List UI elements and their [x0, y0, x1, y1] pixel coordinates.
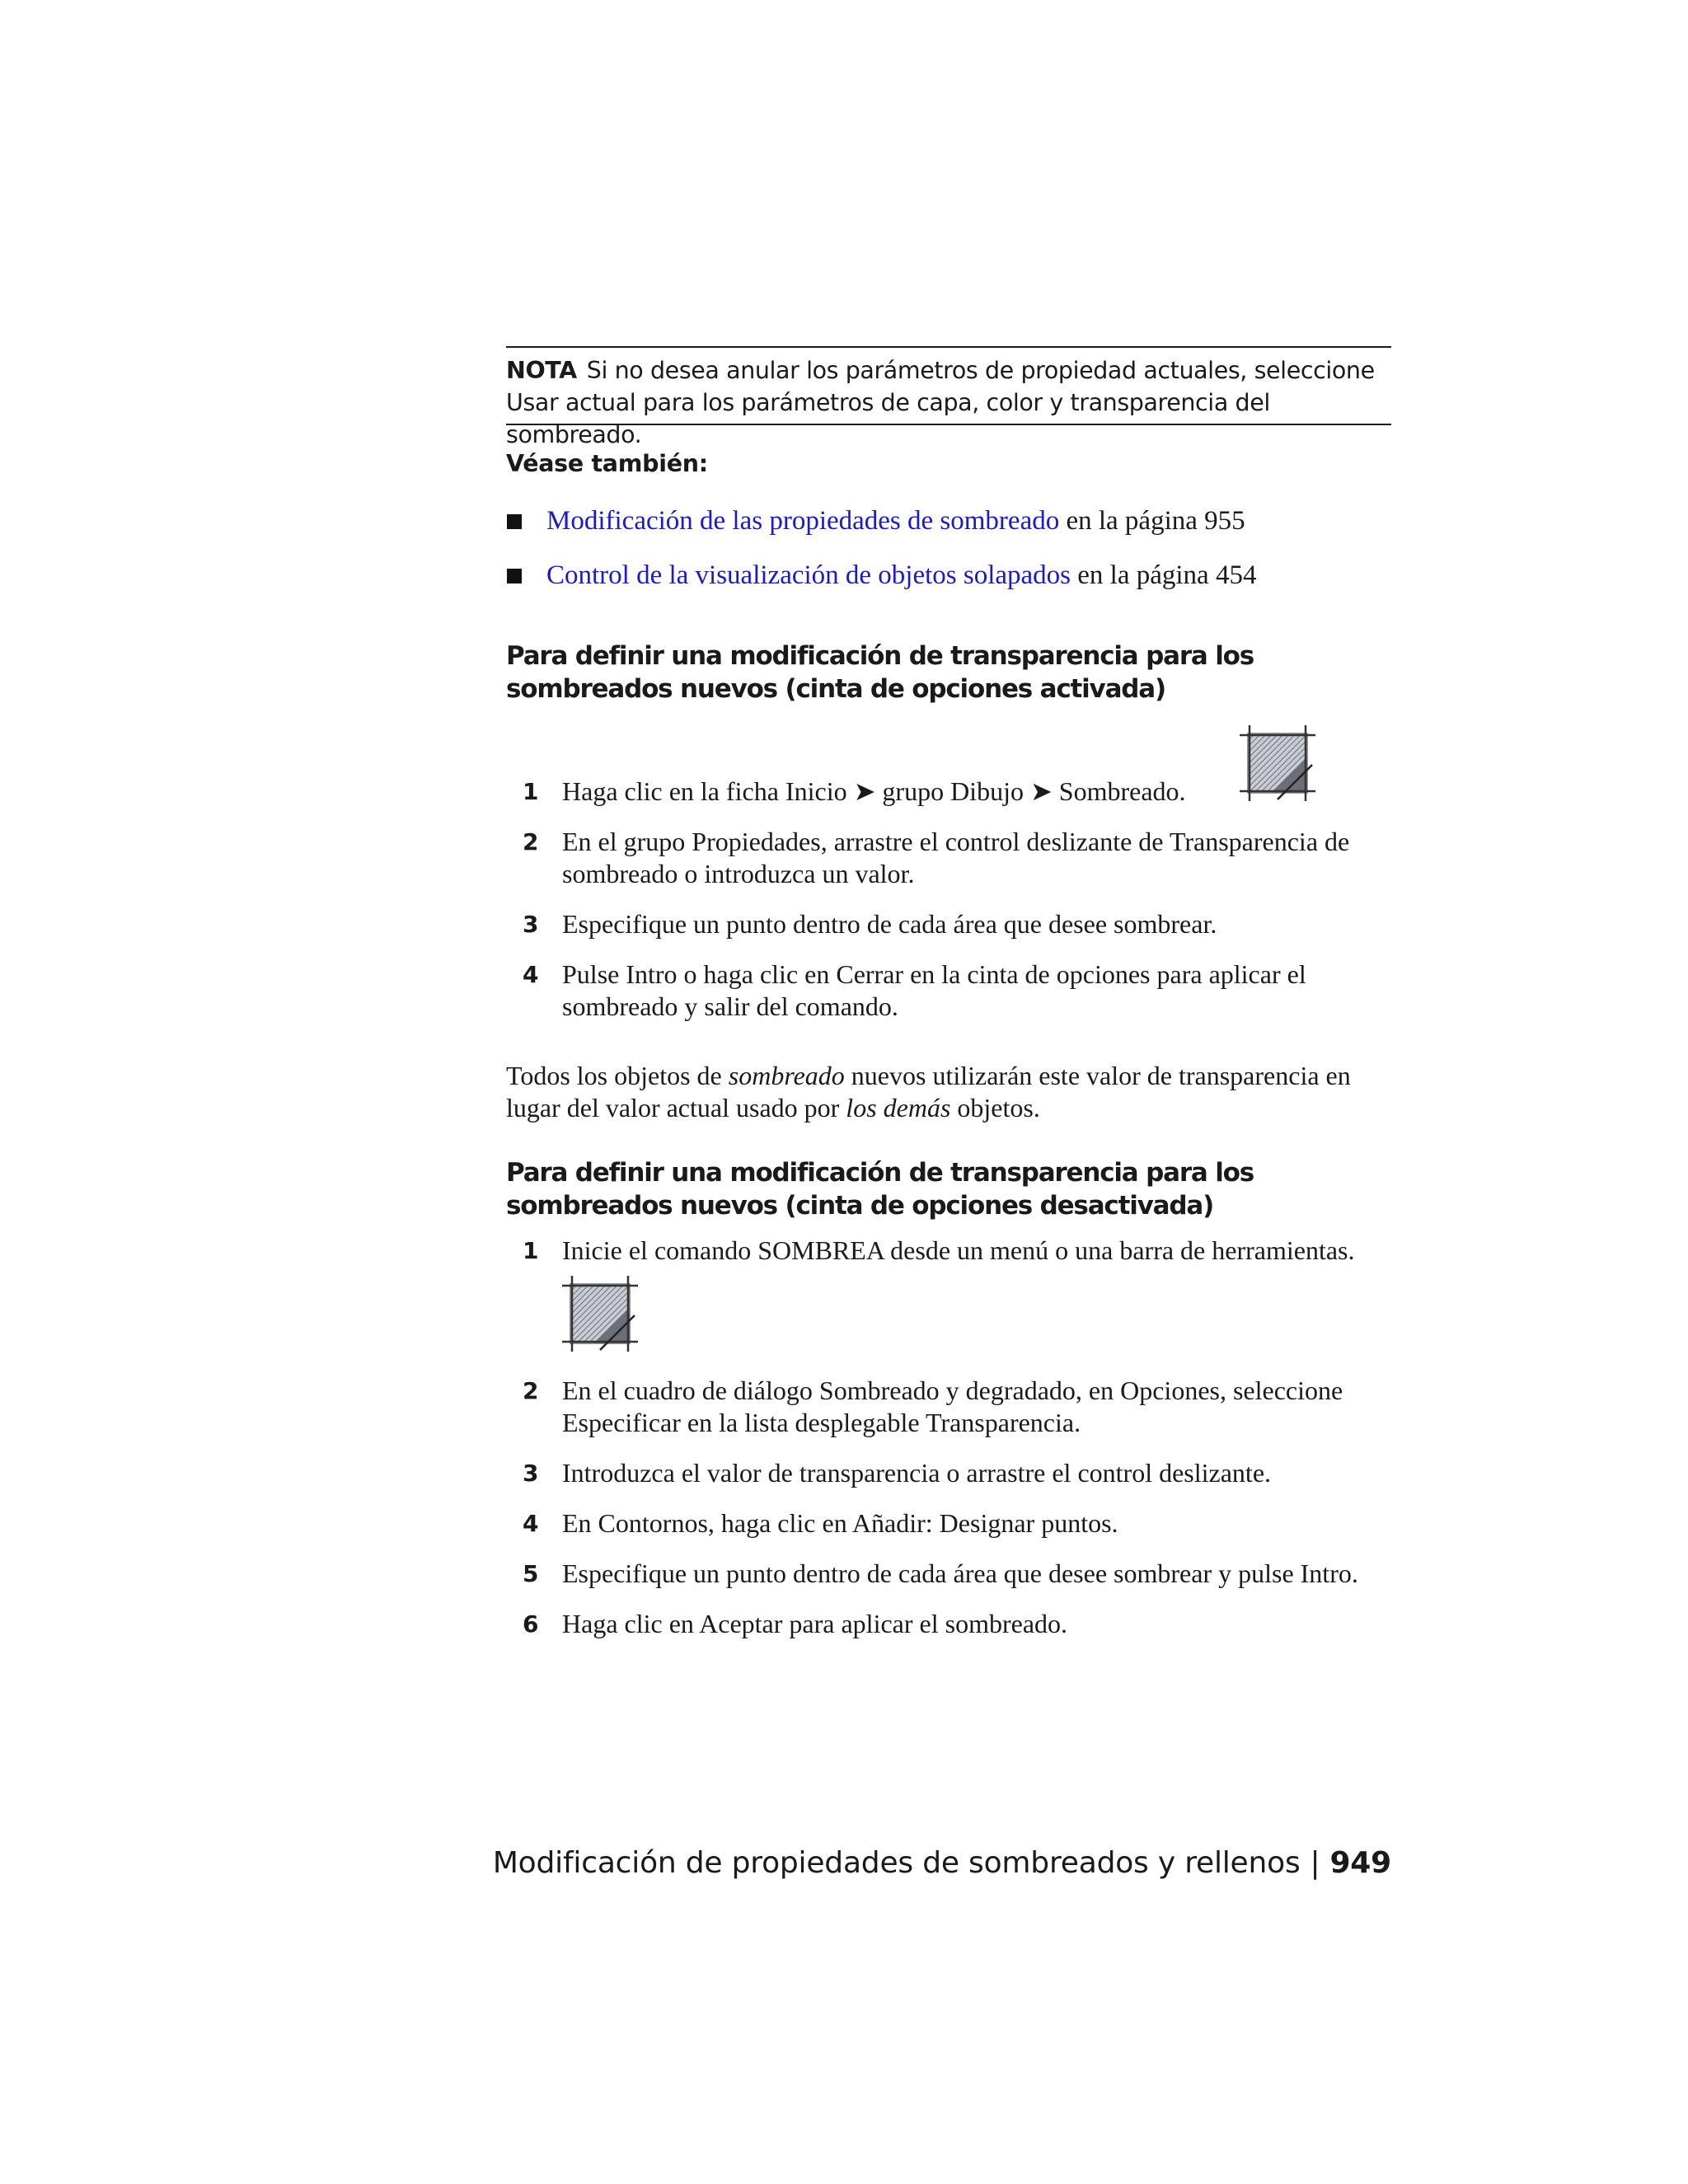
step-item	[506, 1375, 1391, 1439]
step-text: Inicie el comando SOMBREA desde un menú o una barra de herramientas.	[562, 1235, 1355, 1265]
page-footer	[493, 1846, 1391, 1880]
step-item	[506, 1558, 1391, 1590]
step-item	[506, 958, 1391, 1023]
link-control-visualizacion[interactable]: Control de la visualización de objetos solapados	[546, 560, 1071, 590]
step-item	[506, 826, 1391, 890]
step-number: 2	[523, 1377, 539, 1404]
step-text: Especifique un punto dentro de cada área que desee sombrear.	[562, 909, 1217, 939]
step-text: Introduzca el valor de transparencia o arrastre el control deslizante.	[562, 1458, 1272, 1488]
step-item	[506, 776, 1391, 808]
step-item	[506, 908, 1391, 940]
paragraph-emphasis: sombreado	[728, 1061, 845, 1090]
section-heading-ribbon-off: Para definir una modificación de transparencia para los sombreados nuevos (cinta de opciones desactivada)	[506, 1158, 1254, 1221]
page-number: 949	[1329, 1846, 1391, 1880]
steps-ribbon-off	[506, 1375, 1391, 1658]
bullet-icon	[507, 514, 522, 529]
step-item	[506, 1235, 1391, 1346]
step-item	[506, 1457, 1391, 1489]
step-text: Especifique un punto dentro de cada área que desee sombrear y pulse Intro.	[562, 1558, 1358, 1588]
step-number: 5	[523, 1560, 539, 1587]
step-number: 4	[523, 1510, 539, 1537]
hatch-icon	[562, 1276, 638, 1352]
link-suffix: en la página 454	[1071, 560, 1257, 590]
step-text: Haga clic en Aceptar para aplicar el sombreado.	[562, 1609, 1068, 1638]
see-also-title: Véase también:	[506, 450, 708, 477]
step-number: 6	[523, 1610, 539, 1638]
step-item	[506, 1507, 1391, 1540]
list-item	[506, 501, 1256, 555]
link-suffix: en la página 955	[1059, 506, 1245, 536]
list-item	[506, 555, 1256, 610]
paragraph-emphasis: los demás	[846, 1093, 951, 1122]
steps-ribbon-off-first	[506, 1235, 1391, 1346]
see-also-list	[506, 501, 1256, 610]
footer-title: Modificación de propiedades de sombreados y rellenos	[492, 1846, 1301, 1880]
step-number: 2	[523, 828, 539, 855]
step-number: 3	[523, 911, 539, 938]
step-number: 4	[523, 961, 539, 988]
paragraph-text: objetos.	[950, 1093, 1040, 1122]
step-text: En Contornos, haga clic en Añadir: Designar puntos.	[562, 1508, 1118, 1538]
step-text: En el grupo Propiedades, arrastre el control deslizante de Transparencia de sombreado o introduzca un valor.	[562, 827, 1350, 888]
step-item	[506, 1608, 1391, 1640]
step-text: Pulse Intro o haga clic en Cerrar en la cinta de opciones para aplicar el sombreado y salir del comando.	[562, 959, 1306, 1021]
note-box	[506, 346, 1391, 448]
body-paragraph	[506, 1060, 1391, 1124]
step-text: En el cuadro de diálogo Sombreado y degradado, en Opciones, seleccione Especificar en la lista desplegable Transparencia.	[562, 1376, 1343, 1437]
steps-ribbon-on	[506, 776, 1391, 1041]
step-text: Haga clic en la ficha Inicio ➤ grupo Dibujo ➤ Sombreado.	[562, 776, 1186, 806]
note-tag: NOTA	[506, 357, 577, 384]
step-number: 1	[523, 778, 539, 805]
footer-separator: |	[1310, 1846, 1320, 1880]
note-text: Si no desea anular los parámetros de propiedad actuales, seleccione Usar actual para los parámetros de capa, color y transparencia del sombreado.	[506, 357, 1375, 448]
paragraph-text: nuevos utilizarán este valor de transparencia en lugar del valor actual usado por	[506, 1061, 1351, 1122]
section-heading-ribbon-on: Para definir una modificación de transparencia para los sombreados nuevos (cinta de opciones activada)	[506, 641, 1254, 704]
bullet-icon	[507, 569, 522, 583]
link-modificacion-propiedades[interactable]: Modificación de las propiedades de sombreado	[546, 506, 1060, 536]
paragraph-text: Todos los objetos de	[506, 1061, 729, 1090]
step-number: 3	[523, 1460, 539, 1487]
step-number: 1	[523, 1237, 539, 1264]
